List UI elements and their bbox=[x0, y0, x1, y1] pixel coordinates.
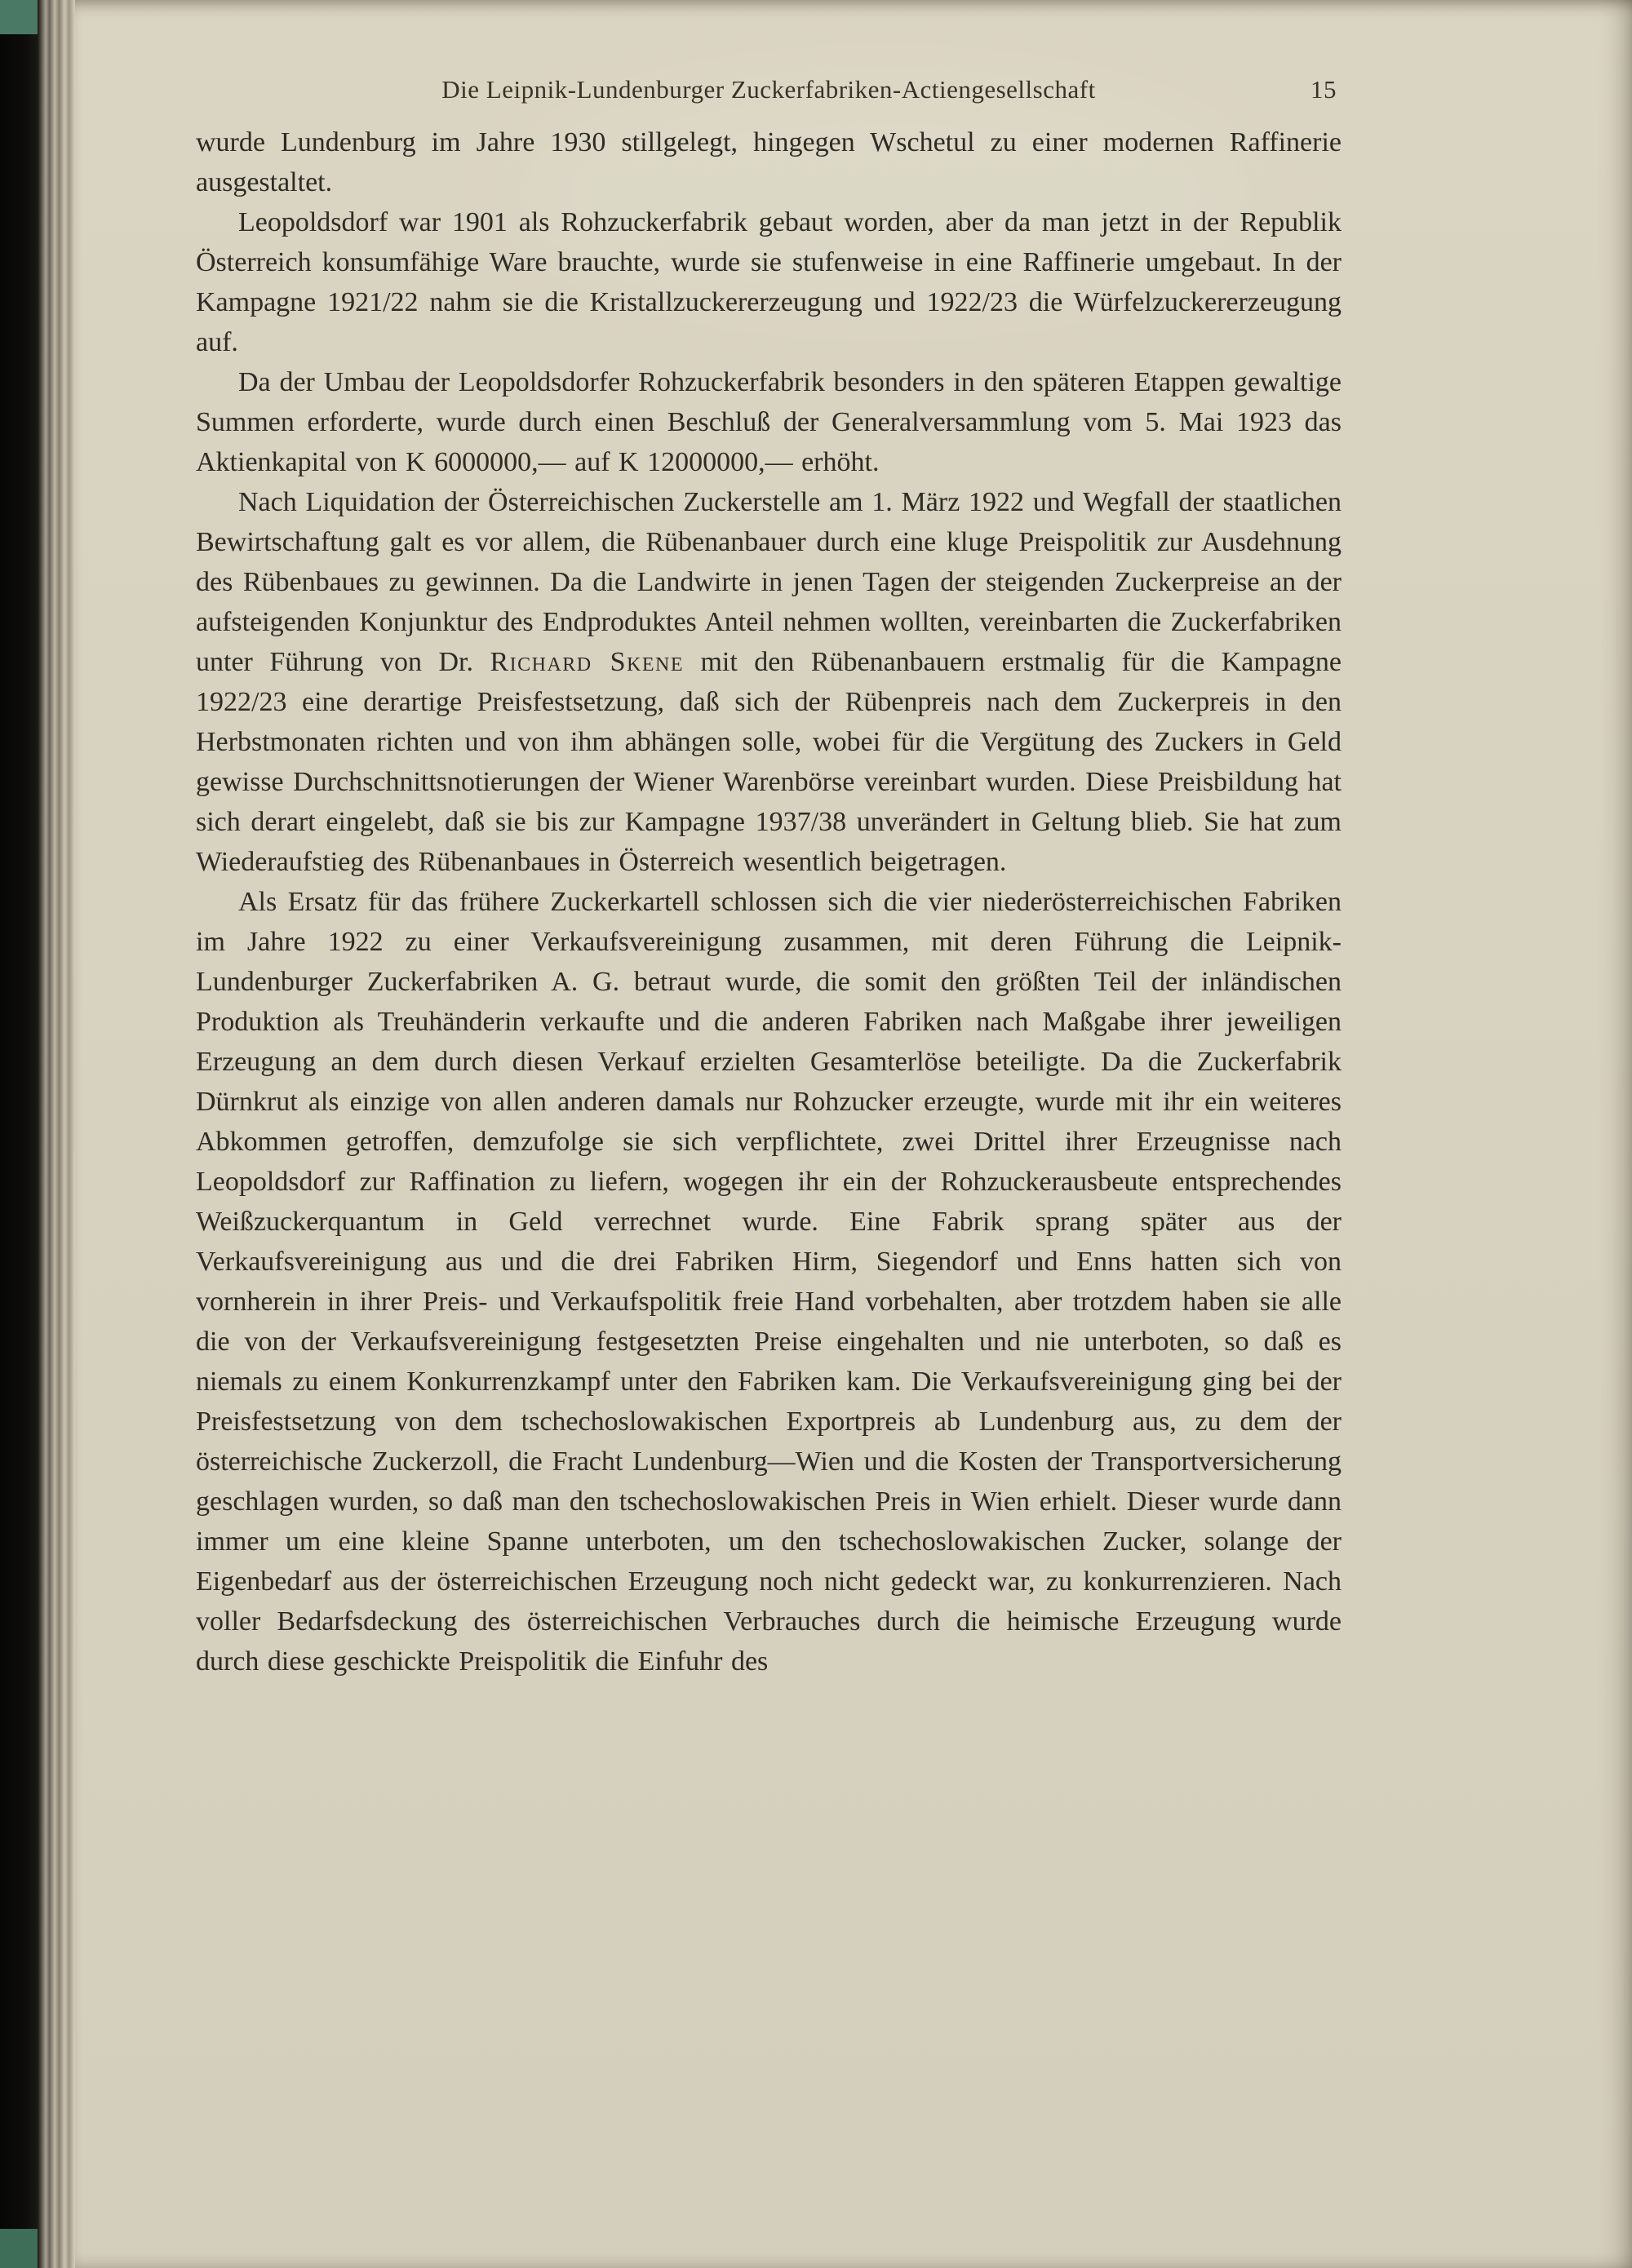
text-run: mit den Rübenanbauern erstmalig für die Kampagne 1922/23 eine derartige Preisfestsetzung, daß sich der Rübenpreis nach dem Zuckerpreis in den Herbstmonaten richten und von ihm abhängen solle, wobei für die Vergütung des Zuckers in Geld gewisse Durchschnittsnotierungen der Wiener Warenbörse vereinbart wurden. Diese Preisbildung hat sich derart eingelebt, daß sie bis zur Kampagne 1937/38 unverändert in Geltung blieb. Sie hat zum Wiederaufstieg des Rübenanbaues in Österreich wesentlich beigetragen. bbox=[196, 647, 1342, 877]
cover-cloth-top-corner bbox=[0, 0, 38, 34]
paragraph bbox=[196, 482, 1342, 882]
text-run: Leopoldsdorf war 1901 als Rohzuckerfabrik gebaut worden, aber da man jetzt in der Republik Österreich konsumfähige Ware brauchte, wurde sie stufenweise in eine Raffinerie umgebaut. In der Kampagne 1921/22 nahm sie die Kristallzuckererzeugung und 1922/23 die Würfelzuckererzeugung auf. bbox=[196, 207, 1342, 357]
page-header-title: Die Leipnik-Lundenburger Zuckerfabriken-Actiengesellschaft bbox=[441, 75, 1096, 104]
paragraph bbox=[196, 362, 1342, 482]
running-header bbox=[196, 75, 1342, 111]
paragraph bbox=[196, 122, 1342, 202]
cover-cloth-bottom-corner bbox=[0, 2229, 38, 2268]
person-name-small-caps: Richard Skene bbox=[490, 647, 684, 677]
text-run: wurde Lundenburg im Jahre 1930 stillgelegt, hingegen Wschetul zu einer modernen Raffinerie ausgestaltet. bbox=[196, 127, 1342, 197]
text-run: Als Ersatz für das frühere Zuckerkartell schlossen sich die vier niederösterreichischen Fabriken im Jahre 1922 zu einer Verkaufsvereinigung zusammen, mit deren Führung die Leipnik-Lundenburger Zuckerfabriken A. G. betraut wurde, die somit den größten Teil der inländischen Produktion als Treuhänderin verkaufte und die anderen Fabriken nach Maßgabe ihrer jeweiligen Erzeugung an dem durch diesen Verkauf erzielten Gesamterlöse beteiligte. Da die Zuckerfabrik Dürnkrut als einzige von allen anderen damals nur Rohzucker erzeugte, wurde mit ihr ein weiteres Abkommen getroffen, demzufolge sie sich verpflichtete, zwei Drittel ihrer Erzeugnisse nach Leopoldsdorf zur Raffination zu liefern, wogegen ihr ein der Rohzuckerausbeute entsprechendes Weißzuckerquantum in Geld verrechnet wurde. Eine Fabrik sprang später aus der Verkaufsvereinigung aus und die drei Fabriken Hirm, Siegendorf und Enns hatten sich von vornherein in ihrer Preis- und Verkaufspolitik freie Hand vorbehalten, aber trotzdem haben sie alle die von der Verkaufsvereinigung festgesetzten Preise eingehalten und nie unterboten, so daß es niemals zu einem Konkurrenzkampf unter den Fabriken kam. Die Verkaufsvereinigung ging bei der Preisfestsetzung von dem tschechoslowakischen Exportpreis ab Lundenburg aus, zu dem der österreichische Zuckerzoll, die Fracht Lundenburg—Wien und die Kosten der Transportversicherung geschlagen wurden, so daß man den tschechoslowakischen Preis in Wien erhielt. Dieser wurde dann immer um eine kleine Spanne unterboten, um den tschechoslowakischen Zucker, solange der Eigenbedarf aus der österreichischen Erzeugung noch nicht gedeckt war, zu konkurrenzieren. Nach voller Bedarfsdeckung des österreichischen Verbrauches durch die heimische Erzeugung wurde durch diese geschickte Preispolitik die Einfuhr des bbox=[196, 887, 1342, 1677]
text-run: Da der Umbau der Leopoldsdorfer Rohzuckerfabrik besonders in den späteren Etappen gewaltige Summen erforderte, wurde durch einen Beschluß der Generalversammlung vom 5. Mai 1923 das Aktienkapital von K 6000000,— auf K 12000000,— erhöht. bbox=[196, 367, 1342, 477]
paragraph bbox=[196, 202, 1342, 362]
paragraph bbox=[196, 882, 1342, 1681]
text-run: Nach Liquidation der Österreichischen Zuckerstelle am 1. März 1922 und Wegfall der staatlichen Bewirtschaftung galt es vor allem, die Rübenanbauer durch eine kluge Preispolitik zur Ausdehnung des Rübenbaues zu gewinnen. Da die Landwirte in jenen Tagen der steigenden Zuckerpreise an der aufsteigenden Konjunktur des Endproduktes Anteil nehmen wollten, vereinbarten die Zuckerfabriken unter Führung von Dr. bbox=[196, 487, 1342, 677]
page-stack-edges bbox=[38, 0, 75, 2268]
body-text bbox=[196, 122, 1342, 1681]
book-binding-edge bbox=[0, 0, 38, 2268]
page bbox=[75, 0, 1632, 2268]
text-block bbox=[196, 75, 1342, 1681]
page-number: 15 bbox=[1310, 75, 1337, 104]
